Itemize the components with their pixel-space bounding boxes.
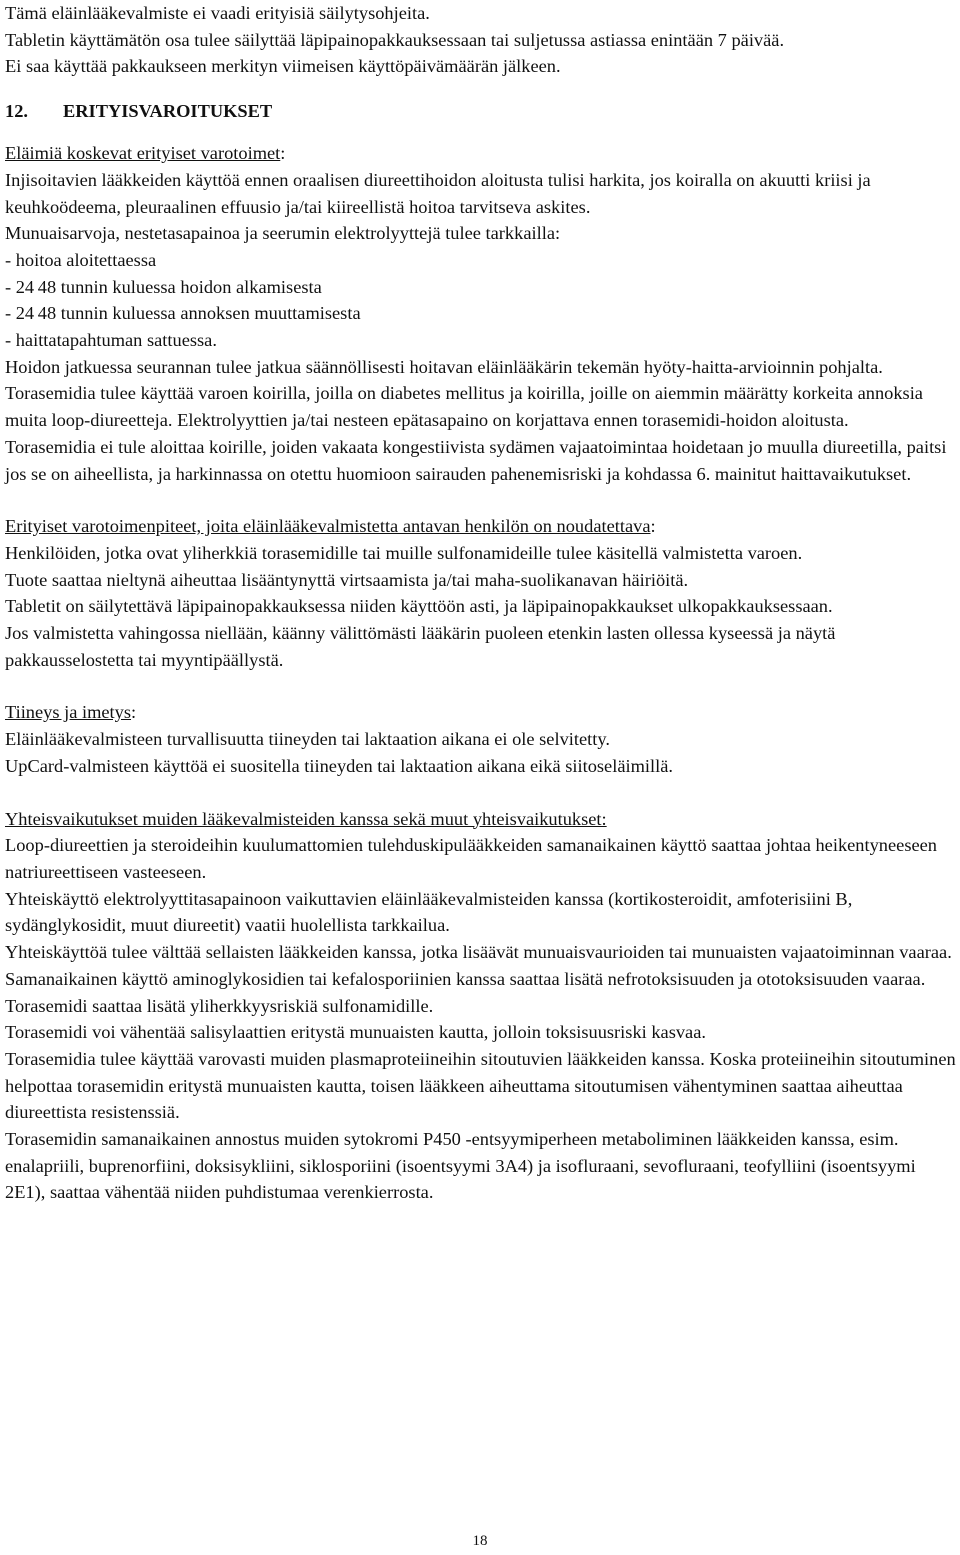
admin-precautions-heading-text: Erityiset varotoimenpiteet, joita eläinlääkevalmistetta antavan henkilön on noudatettava xyxy=(5,516,651,537)
admin-precautions-heading xyxy=(5,513,957,540)
pregnancy-heading xyxy=(5,699,957,726)
interactions-heading xyxy=(5,806,957,833)
paragraph: Munuaisarvoja, nestetasapainoa ja seerumin elektrolyyttejä tulee tarkkailla: xyxy=(5,223,561,244)
paragraph: Jos valmistetta vahingossa niellään, käänny välittömästi lääkärin puoleen etenkin lasten ollessa kyseessä ja näytä pakkausselostetta tai myyntipäällystä. xyxy=(5,623,836,670)
paragraph: Torasemidia tulee käyttää varovasti muiden plasmaproteiineihin sitoutuvien lääkkeiden kanssa. Koska proteiineihin sitoutuminen helpottaa torasemidin eritystä munuaisten kautta, toisen lääkkeen aiheuttama sitoutumisen vähentyminen saattaa aiheuttaa diureettista resistenssiä. xyxy=(5,1048,956,1123)
storage-line-1: Tämä eläinlääkevalmiste ei vaadi erityisiä säilytysohjeita. xyxy=(5,3,430,23)
paragraph: Torasemidia tulee käyttää varoen koirilla, joilla on diabetes mellitus ja koirilla, joille on aiemmin määrätty korkeita annoksia muita loop-diureetteja. Elektrolyyttien ja/tai nesteen epätasapaino on korjattava ennen torasemidi-hoidon aloitusta. xyxy=(5,383,923,431)
paragraph: UpCard-valmisteen käyttöä ei suositella tiineyden tai laktaation aikana eikä siitoseläimillä. xyxy=(5,755,673,776)
pregnancy-heading-text: Tiineys ja imetys xyxy=(5,702,132,723)
paragraph: Yhteiskäyttöä tulee välttää sellaisten lääkkeiden kanssa, jotka lisäävät munuaisvaurioiden tai munuaisten vajaatoiminnan vaaraa. xyxy=(5,942,952,963)
page-number: 18 xyxy=(472,1533,488,1549)
spacer xyxy=(5,673,957,699)
paragraph: Samanaikainen käyttö aminoglykosidien tai kefalosporiinien kanssa saattaa lisätä nefrotoksisuuden ja ototoksisuuden vaaraa. xyxy=(5,968,926,989)
list-item: - haittatapahtuman sattuessa. xyxy=(5,330,217,351)
heading-colon: : xyxy=(280,143,286,164)
paragraph: Hoidon jatkuessa seurannan tulee jatkua säännöllisesti hoitavan eläinlääkärin tekemän hyöty-haitta-arvioinnin pohjalta. xyxy=(5,356,883,377)
document-body xyxy=(5,0,957,1206)
section-12-heading xyxy=(5,98,957,124)
animals-precautions-heading-text: Eläimiä koskevat erityiset varotoimet xyxy=(5,143,281,164)
paragraph: Tuote saattaa nieltynä aiheuttaa lisääntynyttä virtsaamista ja/tai maha-suolikanavan häiriöitä. xyxy=(5,569,689,590)
paragraph: Torasemidi saattaa lisätä yliherkkyysriskiä sulfonamidille. xyxy=(5,995,434,1016)
list-item: - 24 48 tunnin kuluessa annoksen muuttamisesta xyxy=(5,303,361,324)
paragraph: Torasemidin samanaikainen annostus muiden sytokromi P450 -entsyymiperheen metaboliminen lääkkeiden kanssa, esim. enalapriili, buprenorfiini, doksisykliini, siklosporiini (isoentsyymi 3A4) ja isofluraani, sevofluraani, teofylliini (isoentsyymi 2E1), saattaa vähentää niiden puhdistumaa verenkierrosta. xyxy=(5,1129,916,1203)
interactions-heading-text: Yhteisvaikutukset muiden lääkevalmisteiden kanssa sekä muut yhteisvaikutukset: xyxy=(5,808,607,829)
spacer xyxy=(5,487,957,513)
list-item: - hoitoa aloitettaessa xyxy=(5,249,157,270)
storage-line-2: Tabletin käyttämätön osa tulee säilyttää läpipainopakkauksessaan tai suljetussa astiassa enintään 7 päivää. xyxy=(5,29,785,50)
paragraph: Injisoitavien lääkkeiden käyttöä ennen oraalisen diureettihoidon aloitusta tulisi harkita, jos koiralla on akuutti kriisi ja keuhkoödeema, pleuraalinen effuusio ja/tai kiireellistä hoitoa tarvitseva askites. xyxy=(5,169,871,217)
list-item: - 24 48 tunnin kuluessa hoidon alkamisesta xyxy=(5,276,322,297)
storage-line-3: Ei saa käyttää pakkaukseen merkityn viimeisen käyttöpäivämäärän jälkeen. xyxy=(5,56,561,77)
paragraph: Henkilöiden, jotka ovat yliherkkiä torasemidille tai muille sulfonamideille tulee käsitellä valmistetta varoen. xyxy=(5,542,803,563)
paragraph: Yhteiskäyttö elektrolyyttitasapainoon vaikuttavien eläinlääkevalmisteiden kanssa (kortikosteroidit, amfoterisiini B, sydänglykosidit, muut diureetit) vaatii huolellista tarkkailua. xyxy=(5,888,853,936)
animals-precautions-heading xyxy=(5,140,957,167)
paragraph: Torasemidi voi vähentää salisylaattien eritystä munuaisten kautta, jolloin toksisuusriski kasvaa. xyxy=(5,1022,706,1043)
paragraph: Torasemidia ei tule aloittaa koirille, joiden vakaata kongestiivista sydämen vajaatoimintaa hoidetaan jo muulla diureetilla, paitsi jos se on aiheellista, ja harkinnassa on otettu huomioon sairauden pahenemisriski ja kohdassa 6. mainitut haittavaikutukset. xyxy=(5,436,947,484)
spacer xyxy=(5,780,957,806)
section-title: ERITYISVAROITUKSET xyxy=(63,101,273,122)
heading-colon: : xyxy=(131,702,137,723)
paragraph: Eläinlääkevalmisteen turvallisuutta tiineyden tai laktaation aikana ei ole selvitetty. xyxy=(5,729,610,750)
section-number: 12. xyxy=(5,101,28,122)
paragraph: Loop-diureettien ja steroideihin kuulumattomien tulehduskipulääkkeiden samanaikainen käyttö saattaa johtaa heikentyneeseen natriureettiseen vasteeseen. xyxy=(5,835,937,882)
paragraph: Tabletit on säilytettävä läpipainopakkauksessa niiden käyttöön asti, ja läpipainopakkaukset ulkopakkauksessaan. xyxy=(5,596,833,617)
heading-colon: : xyxy=(650,516,656,537)
